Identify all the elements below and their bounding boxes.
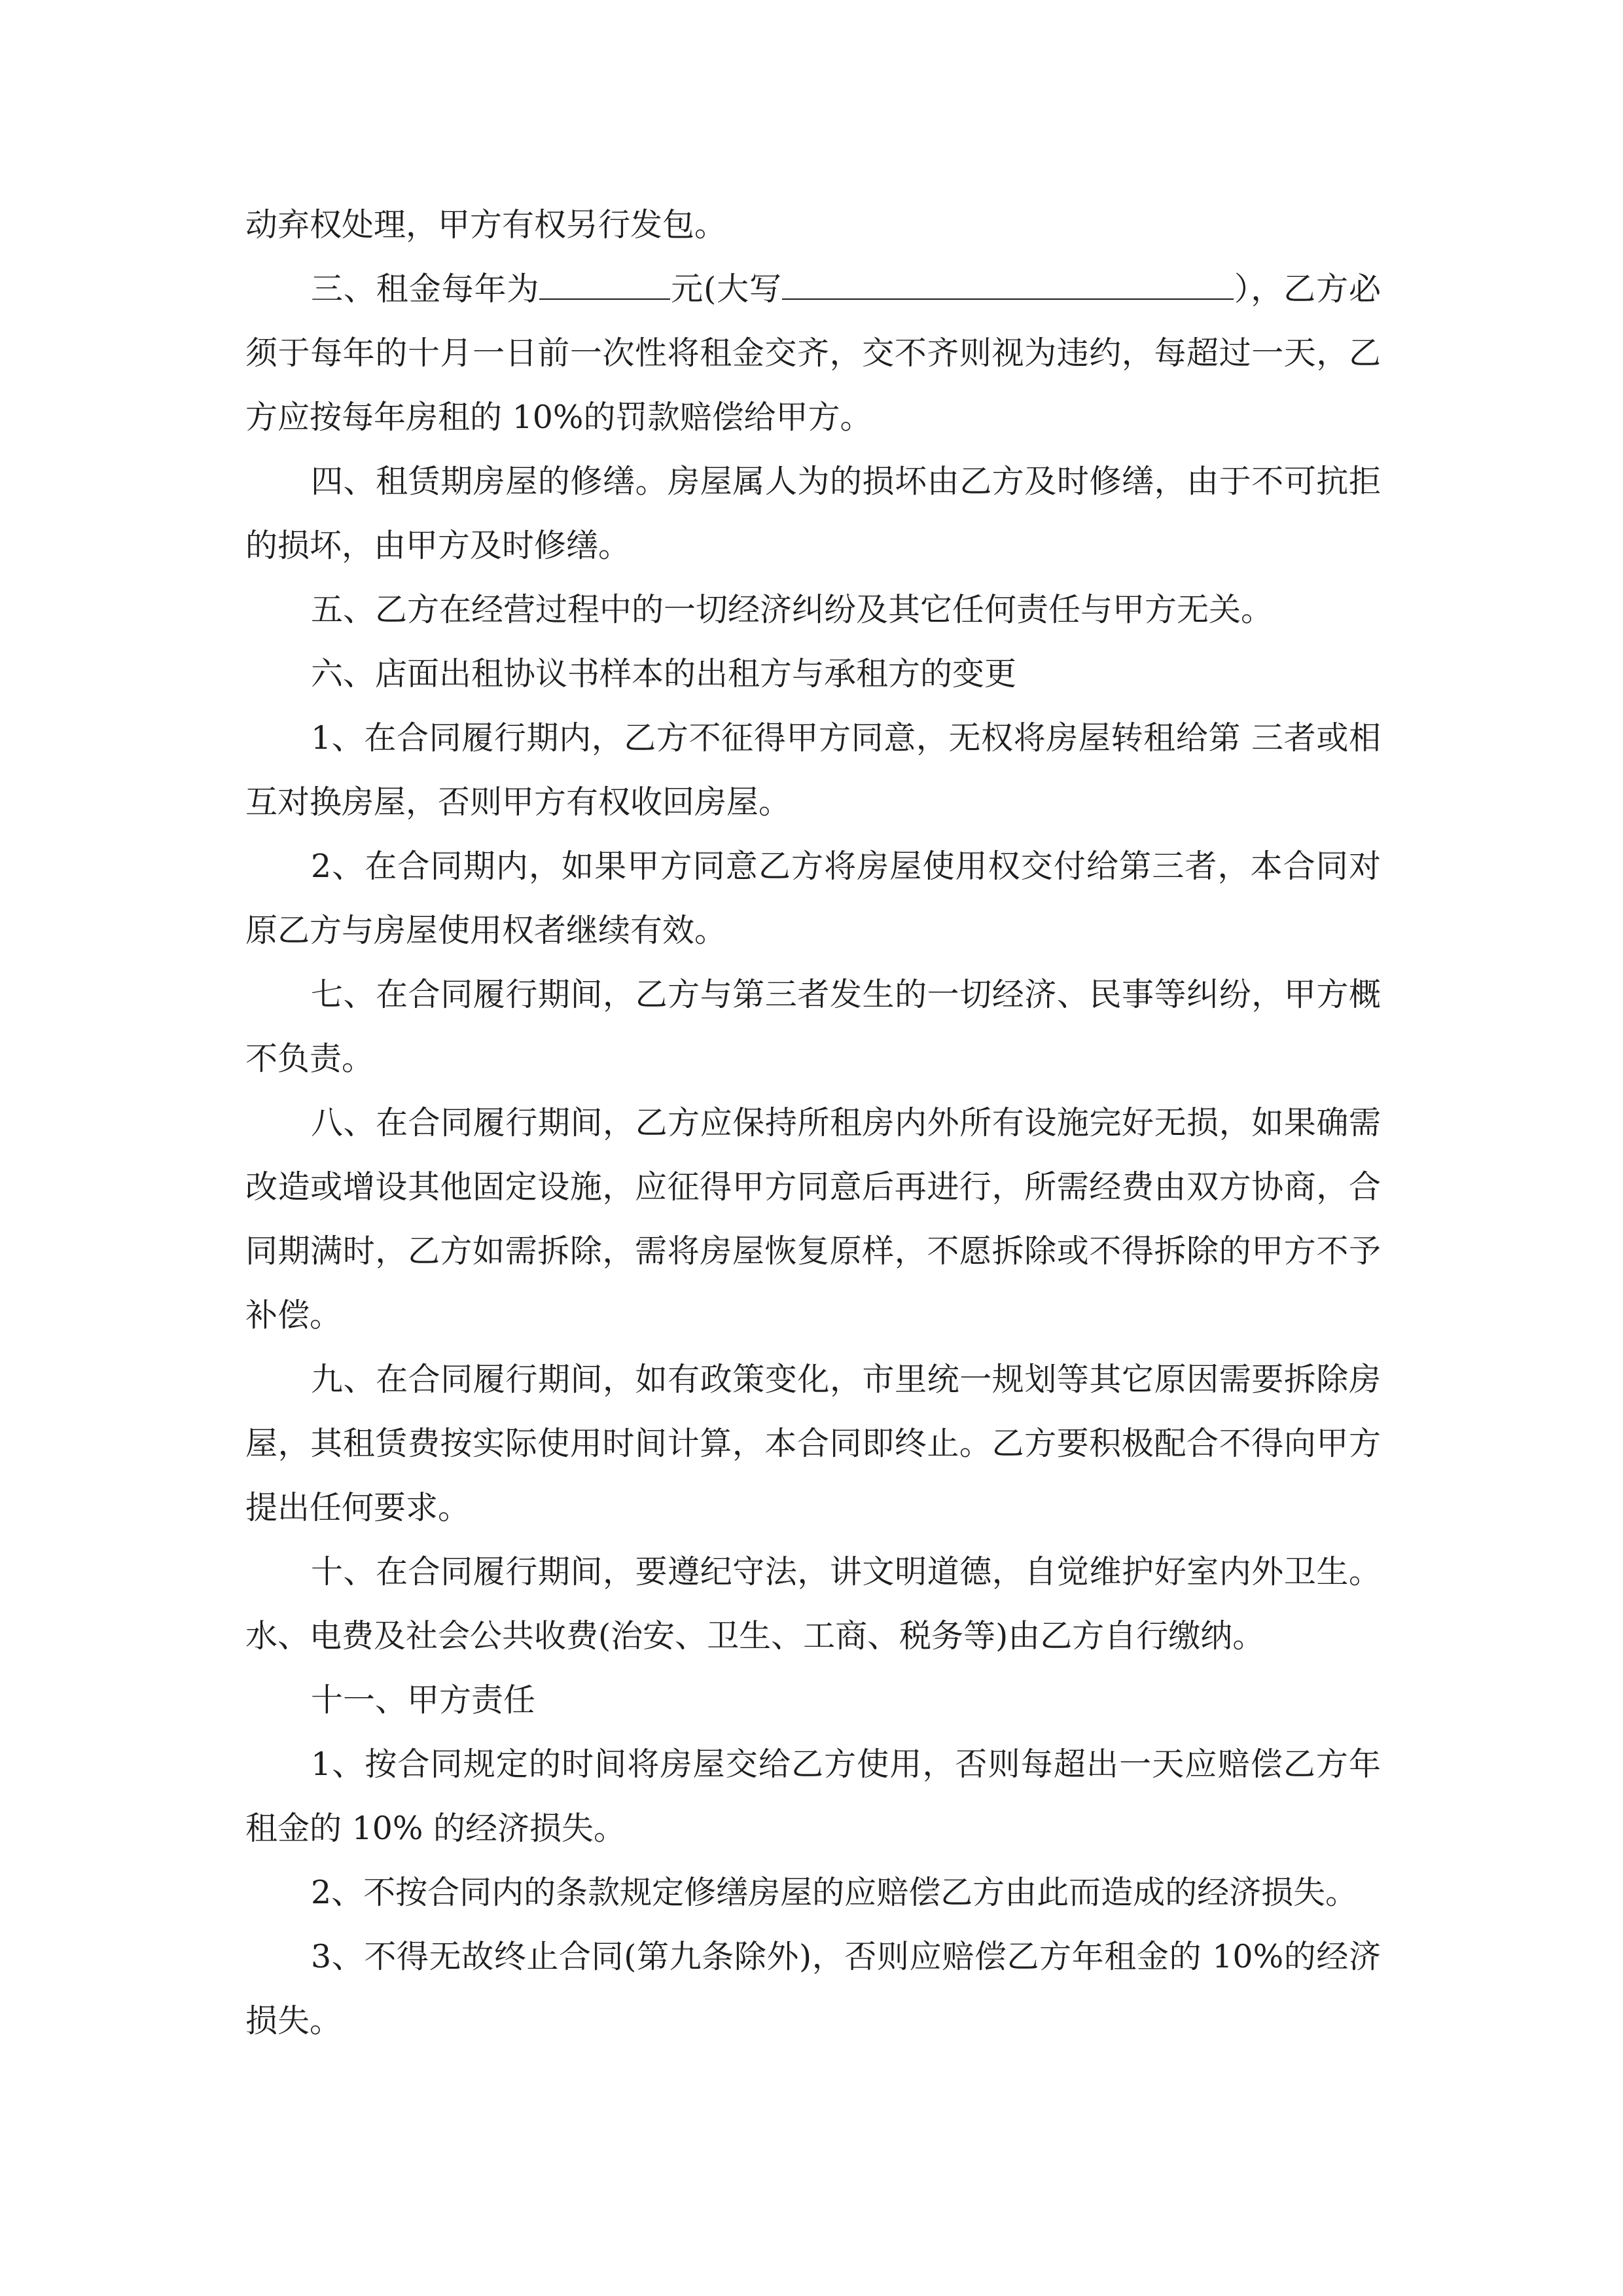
paragraph-clause-11-1: 1、按合同规定的时间将房屋交给乙方使用，否则每超出一天应赔偿乙方年租金的 10% 的经济损失。 — [245, 1746, 1381, 1847]
clause-3-text-a: 三、租金每年为 — [311, 270, 540, 308]
clause-3-text-c: ），乙方必须于每年的十月一日前一次性将租金交齐，交不齐则视为违约，每超过一天，乙方应按每年房租的 10%的罚款赔偿给甲方。 — [245, 270, 1381, 436]
paragraph-clause-11: 十一、甲方责任 — [311, 1681, 536, 1719]
paragraph-continuation: 动弃权处理，甲方有权另行发包。 — [245, 206, 727, 243]
paragraph-clause-11-2: 2、不按合同内的条款规定修缮房屋的应赔偿乙方由此而造成的经济损失。 — [311, 1874, 1358, 1911]
paragraph-clause-9: 九、在合同履行期间，如有政策变化，市里统一规划等其它原因需要拆除房屋，其租赁费按实际使用时间计算，本合同即终止。乙方要积极配合不得向甲方提出任何要求。 — [245, 1361, 1381, 1526]
paragraph-clause-5: 五、乙方在经营过程中的一切经济纠纷及其它任何责任与甲方无关。 — [311, 591, 1274, 628]
paragraph-clause-7: 七、在合同履行期间，乙方与第三者发生的一切经济、民事等纠纷，甲方概不负责。 — [245, 976, 1381, 1077]
paragraph-clause-10: 十、在合同履行期间，要遵纪守法，讲文明道德，自觉维护好室内外卫生。水、电费及社会公共收费(治安、卫生、工商、税务等)由乙方自行缴纳。 — [245, 1553, 1381, 1655]
paragraph-clause-6: 六、店面出租协议书样本的出租方与承租方的变更 — [311, 655, 1017, 692]
paragraph-clause-6-1: 1、在合同履行期内，乙方不征得甲方同意，无权将房屋转租给第 三者或相互对换房屋，否则甲方有权收回房屋。 — [245, 719, 1381, 821]
clause-3-text-b: 元(大写 — [670, 270, 782, 308]
rent-amount-words-blank — [782, 270, 1234, 300]
document-body — [245, 193, 1381, 2053]
paragraph-clause-6-2: 2、在合同期内，如果甲方同意乙方将房屋使用权交付给第三者，本合同对原乙方与房屋使用权者继续有效。 — [245, 848, 1381, 949]
paragraph-clause-11-3: 3、不得无故终止合同(第九条除外)，否则应赔偿乙方年租金的 10%的经济损失。 — [245, 1938, 1381, 2039]
paragraph-clause-3 — [245, 257, 1381, 450]
paragraph-clause-4: 四、租赁期房屋的修缮。房屋属人为的损坏由乙方及时修缮，由于不可抗拒的损坏，由甲方及时修缮。 — [245, 463, 1381, 564]
rent-amount-blank — [539, 270, 670, 300]
paragraph-clause-8: 八、在合同履行期间，乙方应保持所租房内外所有设施完好无损，如果确需改造或增设其他固定设施，应征得甲方同意后再进行，所需经费由双方协商，合同期满时，乙方如需拆除，需将房屋恢复原样，不愿拆除或不得拆除的甲方不予补偿。 — [245, 1104, 1381, 1334]
